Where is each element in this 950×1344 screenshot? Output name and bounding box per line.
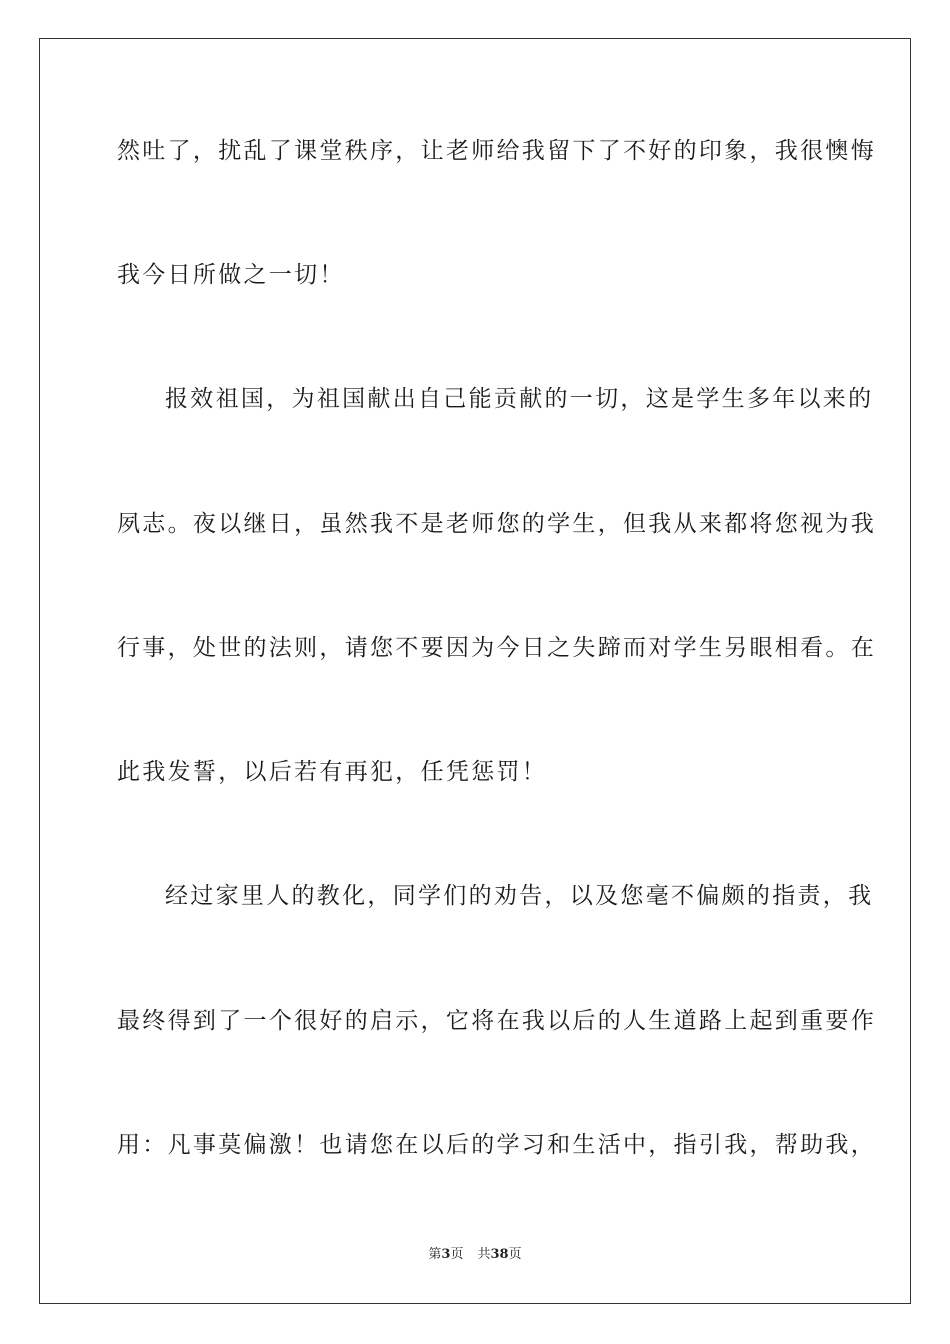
text-line-1: 然吐了，扰乱了课堂秩序，让老师给我留下了不好的印象，我很懊悔 [117,138,876,164]
page-frame [39,38,911,1304]
footer-page-number: 3 [441,1247,451,1262]
text-line-7-paragraph-start: 经过家里人的教化，同学们的劝告，以及您毫不偏颇的指责，我 [165,883,874,909]
footer-total-suffix: 页 [508,1247,522,1262]
text-line-4: 夙志。夜以继日，虽然我不是老师您的学生，但我从来都将您视为我 [117,511,876,537]
text-line-9: 用：凡事莫偏激！也请您在以后的学习和生活中，指引我，帮助我， [117,1132,876,1158]
footer-total-prefix: 共 [477,1247,491,1262]
text-line-2: 我今日所做之一切！ [117,262,345,288]
footer-page-suffix: 页 [450,1247,464,1262]
text-line-5: 行事，处世的法则，请您不要因为今日之失蹄而对学生另眼相看。在 [117,635,876,661]
text-line-3-paragraph-start: 报效祖国，为祖国献出自己能贡献的一切，这是学生多年以来的 [165,386,874,412]
page-footer [0,1246,950,1264]
text-line-8: 最终得到了一个很好的启示，它将在我以后的人生道路上起到重要作 [117,1008,876,1034]
footer-total-pages: 38 [490,1247,509,1262]
footer-page-prefix: 第 [428,1247,442,1262]
text-line-6: 此我发誓，以后若有再犯，任凭惩罚！ [117,759,548,785]
